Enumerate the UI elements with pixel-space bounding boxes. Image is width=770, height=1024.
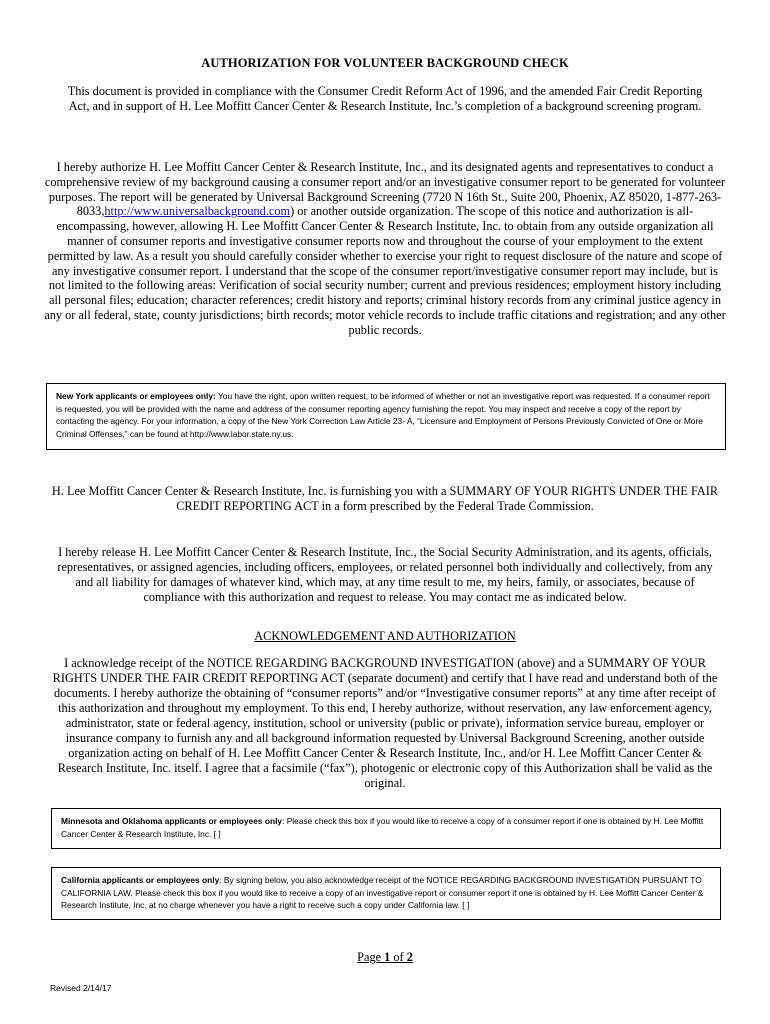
page-current: 1 bbox=[384, 950, 391, 964]
page-of-label: of bbox=[390, 950, 407, 964]
california-notice-text[interactable]: : By signing below, you also acknowledge receipt of the NOTICE REGARDING BACKGROUND INVESTIGATION PURSUANT TO CALIFORNIA LAW. Please check this box if you would like to receive a copy of an investigative report or consumer report if one is obtained by H. Lee Moffitt Cancer Center & Research Institute, Inc. at no charge whenever you have a right to receive such a copy under California law. [ ] bbox=[61, 875, 704, 910]
summary-of-rights-paragraph: H. Lee Moffitt Cancer Center & Research Institute, Inc. is furnishing you with a SUMMARY OF YOUR RIGHTS UNDER THE FAIR CREDIT REPORTING ACT in a form prescribed by the Federal Trade Commission. bbox=[51, 484, 719, 513]
minnesota-oklahoma-notice-label: Minnesota and Oklahoma applicants or employees only bbox=[61, 816, 283, 826]
universal-background-link[interactable]: http://www.universalbackground.com bbox=[104, 204, 291, 219]
acknowledgement-heading: ACKNOWLEDGEMENT AND AUTHORIZATION bbox=[254, 629, 516, 643]
page-number bbox=[0, 950, 770, 965]
minnesota-oklahoma-notice-text[interactable]: : Please check this box if you would like to receive a copy of a consumer report if one is obtained by H. Lee Moffitt Cancer Center & Research Institute, Inc. [ ] bbox=[61, 816, 704, 839]
new-york-notice-text: You have the right, upon written request, to be informed of whether or not an investigative report was requested. If a consumer report is requested, you will be provided with the name and address of the consumer reporting agency furnishing the repot. You may inspect and receive a copy of the report by contacting the agency. For your information, a copy of the New York Correction Law Article 23- A, “Licensure and Employment of Persons Previously Convicted of One or More Criminal Offenses,” can be found at http://www.labor.state.ny.us. bbox=[56, 391, 710, 439]
minnesota-oklahoma-notice-box bbox=[51, 808, 721, 849]
authorization-text-end: ) or another outside organization. The scope of this notice and authorization is all-encompassing, however, allowing H. Lee Moffitt Cancer Center & Research Institute, Inc. to obtain from any outside organization all manner of consumer reports and investigative consumer reports now and throughout the course of your employment to the extent permitted by law. As a result you should carefully consider whether to exercise your right to request disclosure of the nature and scope of any investigative consumer report. I understand that the scope of the consumer report/investigative consumer report may include, but is not limited to the following areas: Verification of social security number; current and previous residences; employment history including all personal files; education; character references; credit history and reports; criminal history records from any criminal justice agency in any or all federal, state, county jurisdictions; birth records; motor vehicle records to include traffic citations and registration; and any other public records. bbox=[44, 204, 726, 337]
authorization-paragraph bbox=[44, 160, 726, 338]
new-york-notice-box bbox=[46, 383, 726, 450]
new-york-notice-label: New York applicants or employees only: bbox=[56, 391, 216, 401]
acknowledgement-paragraph: I acknowledge receipt of the NOTICE REGARDING BACKGROUND INVESTIGATION (above) and a SUMMARY OF YOUR RIGHTS UNDER THE FAIR CREDIT REPORTING ACT (separate document) and certify that I have read and understand both of the documents. I hereby authorize the obtaining of “consumer reports” and/or “Investigative consumer reports” at any time after receipt of this authorization and throughout my employment. To this end, I hereby authorize, without reservation, any law enforcement agency, administrator, state or federal agency, institution, school or university (public or private), information service bureau, employer or insurance company to furnish any and all background information requested by Universal Background Screening, another outside organization acting on behalf of H. Lee Moffitt Cancer Center & Research Institute, Inc., and/or H. Lee Moffitt Cancer Center & Research Institute, Inc. itself. I agree that a facsimile (“fax”), photogenic or electronic copy of this Authorization shall be valid as the original. bbox=[52, 656, 718, 790]
california-notice-label: California applicants or employees only bbox=[61, 875, 220, 885]
document-title: AUTHORIZATION FOR VOLUNTEER BACKGROUND CHECK bbox=[201, 56, 569, 70]
revision-date: Revised 2/14/17 bbox=[50, 983, 112, 993]
release-paragraph: I hereby release H. Lee Moffitt Cancer Center & Research Institute, Inc., the Social Security Administration, and its agents, officials, representatives, or assigned agencies, including officers, employees, or related personnel both individually and collectively, from any and all liability for damages of whatever kind, which may, at any time result to me, my heirs, family, or associates, because of compliance with this authorization and request to release. You may contact me as indicated below. bbox=[57, 545, 713, 604]
authorization-text-start: I hereby authorize H. Lee Moffitt Cancer Center & Research Institute, Inc., and its designated agents and representatives to conduct a comprehensive review of my background causing a consumer report and/or an investigative consumer report to be generated for volunteer purposes. The report will be generated by Universal Background Screening (7720 N 16th St., Suite 200, Phoenix, AZ 85020, 1-877-263-8033, bbox=[44, 160, 726, 219]
page-label: Page bbox=[357, 950, 385, 964]
intro-paragraph: This document is provided in compliance with the Consumer Credit Reform Act of 1996, and the amended Fair Credit Reporting Act, and in support of H. Lee Moffitt Cancer Center & Research Institute, Inc.’s completion of a background screening program. bbox=[67, 84, 703, 113]
page-total: 2 bbox=[406, 950, 413, 964]
california-notice-box bbox=[51, 867, 721, 920]
